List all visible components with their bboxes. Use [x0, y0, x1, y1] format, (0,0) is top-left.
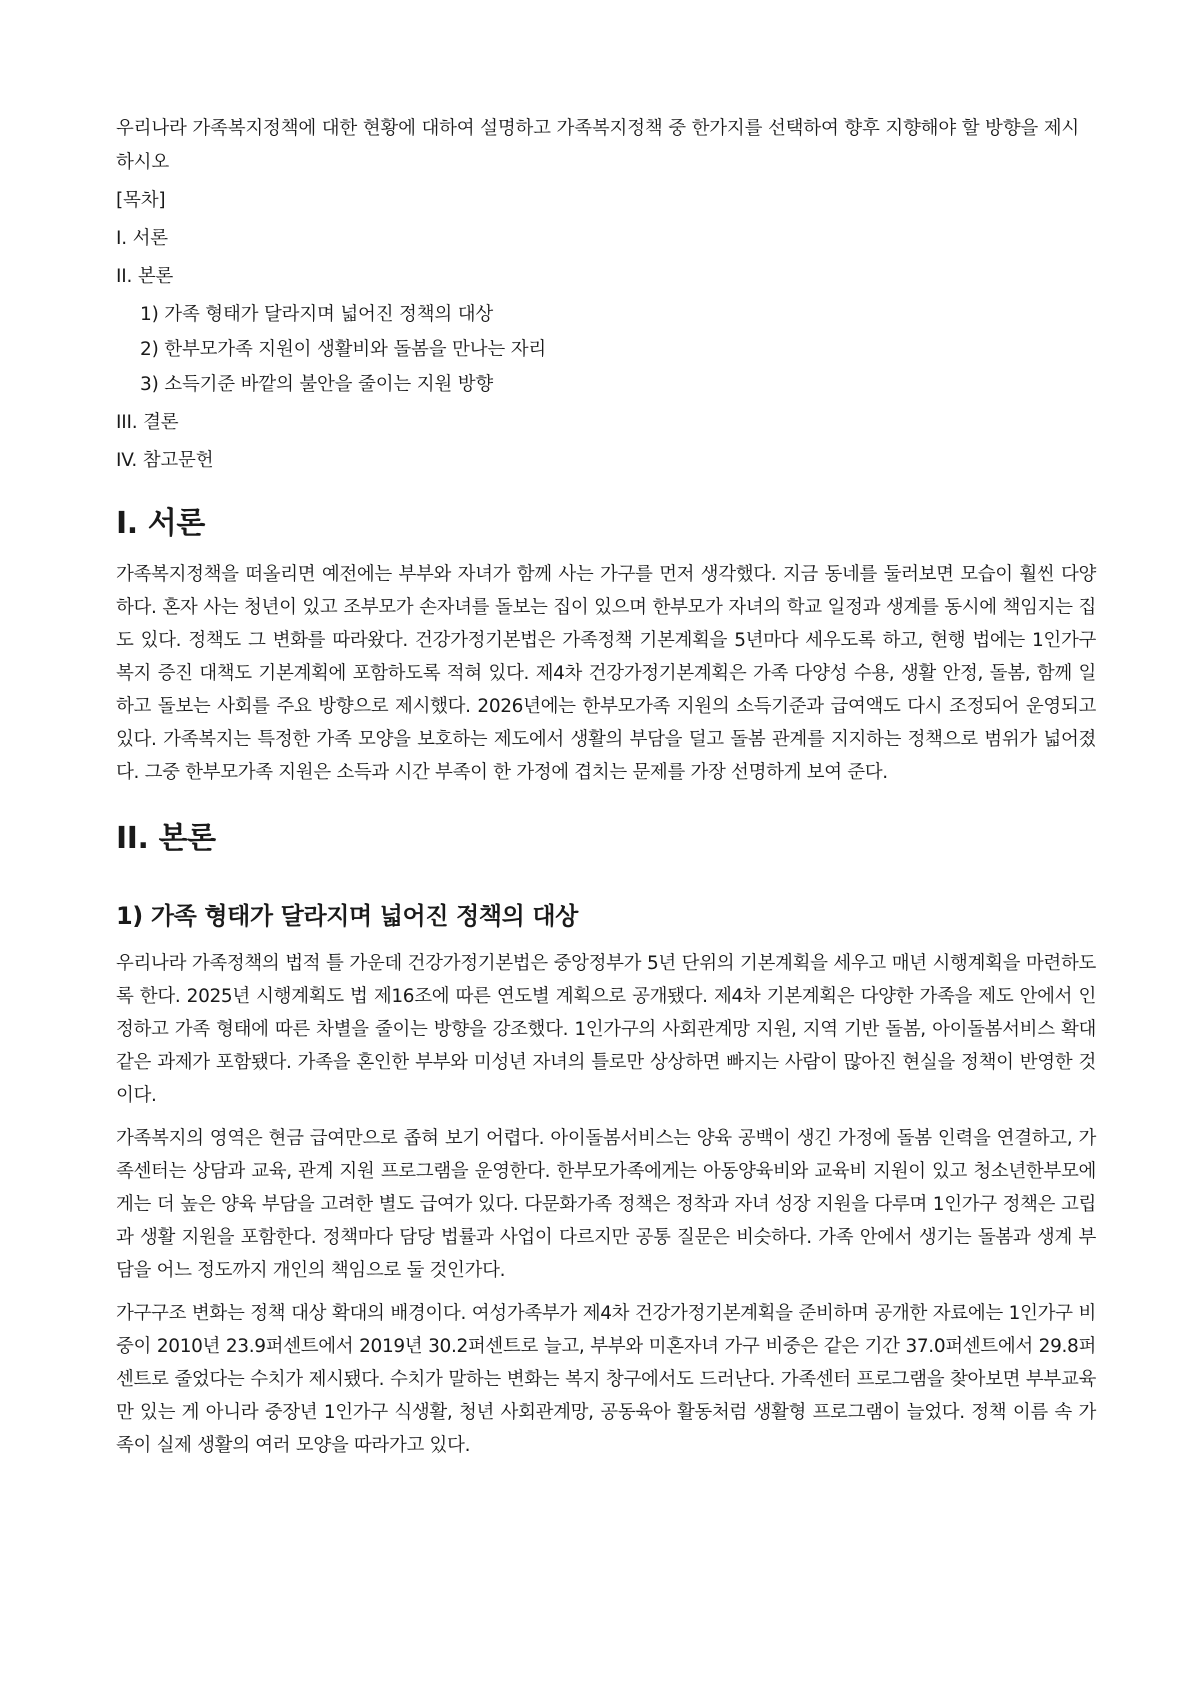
body-paragraph: 가족복지의 영역은 현금 급여만으로 좁혀 보기 어렵다. 아이돌봄서비스는 양육 공백이 생긴 가정에 돌봄 인력을 연결하고, 가족센터는 상담과 교육, 관계 지원 프로그램을 운영한다. 한부모가족에게는 아동양육비와 교육비 지원이 있고 청소년한부모에게는 더 높은 양육 부담을 고려한 별도 급여가 있다. 다문화가족 정책은 정착과 자녀 성장 지원을 다루며 1인가구 정책은 고립과 생활 지원을 포함한다. 정책마다 담당 법률과 사업이 다르지만 공통 질문은 비슷하다. 가족 안에서 생기는 돌봄과 생계 부담을 어느 정도까지 개인의 책임으로 둘 것인가다. [116, 1128, 1096, 1281]
toc-item-body: II. 본론 [116, 266, 174, 287]
body-paragraph: 가구구조 변화는 정책 대상 확대의 배경이다. 여성가족부가 제4차 건강가정기본계획을 준비하며 공개한 자료에는 1인가구 비중이 2010년 23.9퍼센트에서 2019년 30.2퍼센트로 늘고, 부부와 미혼자녀 가구 비중은 같은 기간 37.0퍼센트에서 29.8퍼센트로 줄었다는 수치가 제시됐다. 수치가 말하는 변화는 복지 창구에서도 드러난다. 가족센터 프로그램을 찾아보면 부부교육만 있는 게 아니라 중장년 1인가구 식생활, 청년 사회관계망, 공동육아 활동처럼 생활형 프로그램이 늘었다. 정책 이름 속 가족이 실제 생활의 여러 모양을 따라가고 있다. [116, 1303, 1096, 1456]
section-title-body: II. 본론 [116, 821, 216, 856]
toc-subitem-1: 1) 가족 형태가 달라지며 넓어진 정책의 대상 [140, 304, 494, 325]
toc-heading: [목차] [116, 190, 166, 211]
subsection-title-1: 1) 가족 형태가 달라지며 넓어진 정책의 대상 [116, 902, 578, 930]
intro-paragraph: 가족복지정책을 떠올리면 예전에는 부부와 자녀가 함께 사는 가구를 먼저 생각했다. 지금 동네를 둘러보면 모습이 훨씬 다양하다. 혼자 사는 청년이 있고 조부모가 손자녀를 돌보는 집이 있으며 한부모가 자녀의 학교 일정과 생계를 동시에 책임지는 집도 있다. 정책도 그 변화를 따라왔다. 건강가정기본법은 가족정책 기본계획을 5년마다 세우도록 하고, 현행 법에는 1인가구 복지 증진 대책도 기본계획에 포함하도록 적혀 있다. 제4차 건강가정기본계획은 가족 다양성 수용, 생활 안정, 돌봄, 함께 일하고 돌보는 사회를 주요 방향으로 제시했다. 2026년에는 한부모가족 지원의 소득기준과 급여액도 다시 조정되어 운영되고 있다. 가족복지는 특정한 가족 모양을 보호하는 제도에서 생활의 부담을 덜고 돌봄 관계를 지지하는 정책으로 범위가 넓어졌다. 그중 한부모가족 지원은 소득과 시간 부족이 한 가정에 겹치는 문제를 가장 선명하게 보여 준다. [116, 564, 1096, 783]
section-title-intro: I. 서론 [116, 506, 205, 541]
body-paragraph: 우리나라 가족정책의 법적 틀 가운데 건강가정기본법은 중앙정부가 5년 단위의 기본계획을 세우고 매년 시행계획을 마련하도록 한다. 2025년 시행계획도 법 제16조에 따른 연도별 계획으로 공개됐다. 제4차 기본계획은 다양한 가족을 제도 안에서 인정하고 가족 형태에 따른 차별을 줄이는 방향을 강조했다. 1인가구의 사회관계망 지원, 지역 기반 돌봄, 아이돌봄서비스 확대 같은 과제가 포함됐다. 가족을 혼인한 부부와 미성년 자녀의 틀로만 상상하면 빠지는 사람이 많아진 현실을 정책이 반영한 것이다. [116, 953, 1096, 1106]
toc-item-references: IV. 참고문헌 [116, 450, 214, 471]
table-of-contents [116, 188, 1096, 474]
assignment-question: 우리나라 가족복지정책에 대한 현황에 대하여 설명하고 가족복지정책 중 한가지를 선택하여 향후 지향해야 할 방향을 제시하시오 [116, 118, 1080, 173]
toc-item-conclusion: III. 결론 [116, 412, 179, 433]
toc-subitem-2: 2) 한부모가족 지원이 생활비와 돌봄을 만나는 자리 [140, 339, 547, 360]
toc-subitem-3: 3) 소득기준 바깥의 불안을 줄이는 지원 방향 [140, 374, 494, 395]
toc-item-intro: I. 서론 [116, 228, 168, 249]
